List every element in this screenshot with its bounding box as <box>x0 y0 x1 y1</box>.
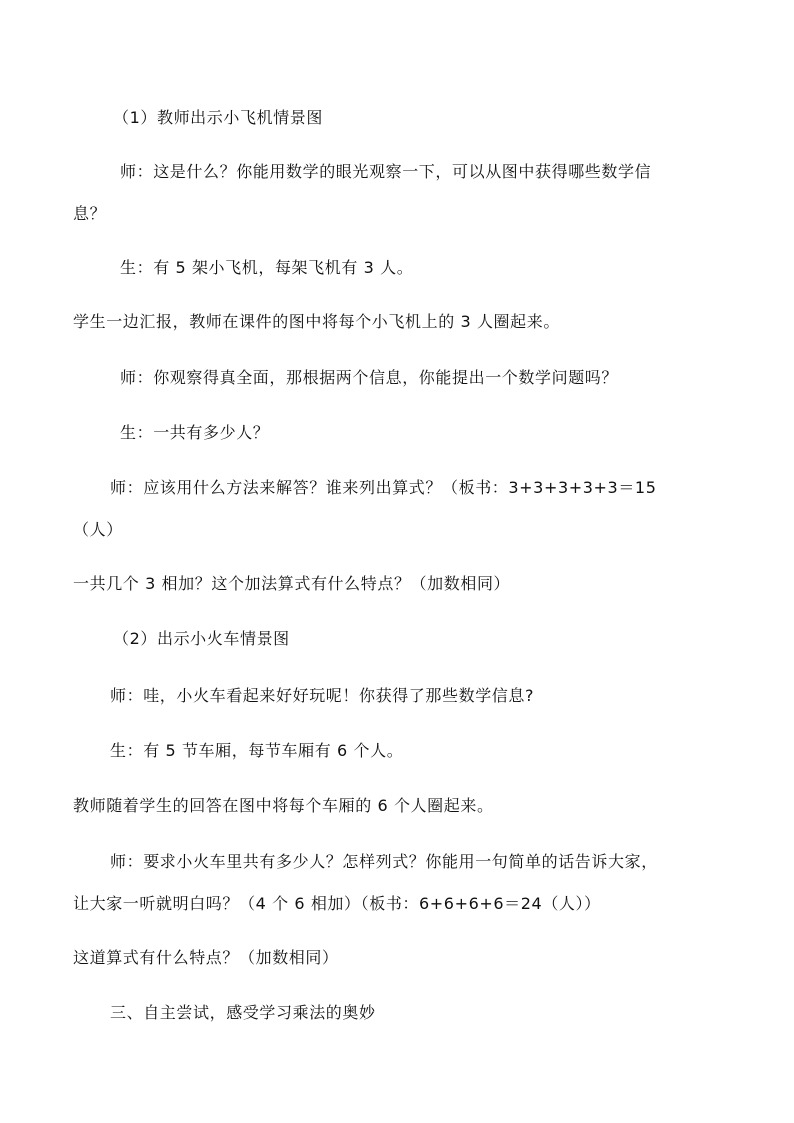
teacher-circle-line: 教师随着学生的回答在图中将每个车厢的 6 个人圈起来。 <box>73 796 494 815</box>
teacher-method-continuation: （人） <box>73 520 123 539</box>
section-heading-three: 三、自主尝试，感受学习乘法的奥妙 <box>110 1003 376 1022</box>
teacher-train-line: 师：哇，小火车看起来好好玩呢！你获得了那些数学信息? <box>110 686 535 705</box>
student-question-line: 生：一共有多少人？ <box>120 423 270 442</box>
heading-train-scene: （2）出示小火车情景图 <box>113 629 290 648</box>
student-answer-airplanes: 生：有 5 架小飞机，每架飞机有 3 人。 <box>120 258 414 277</box>
equation-feature-line: 这道算式有什么特点？（加数相同） <box>73 948 339 967</box>
teacher-train-question-continuation: 让大家一听就明白吗？（4 个 6 相加）（板书：6+6+6+6＝24（人）） <box>73 894 601 913</box>
teacher-praise-line: 师：你观察得真全面，那根据两个信息，你能提出一个数学问题吗？ <box>120 368 619 387</box>
teacher-question-continuation: 息？ <box>73 204 107 223</box>
teacher-method-line: 师：应该用什么方法来解答？谁来列出算式？（板书：3+3+3+3+3＝15 <box>110 478 657 497</box>
addition-feature-line: 一共几个 3 相加？这个加法算式有什么特点？（加数相同） <box>73 574 511 593</box>
heading-airplane-scene: （1）教师出示小飞机情景图 <box>113 108 323 127</box>
student-answer-train: 生：有 5 节车厢，每节车厢有 6 个人。 <box>110 741 404 760</box>
student-report-line: 学生一边汇报，教师在课件的图中将每个小飞机上的 3 人圈起来。 <box>73 312 560 331</box>
teacher-question-line: 师：这是什么？你能用数学的眼光观察一下，可以从图中获得哪些数学信 <box>120 162 652 181</box>
teacher-train-question-line: 师：要求小火车里共有多少人？怎样列式？你能用一句简单的话告诉大家， <box>110 852 658 871</box>
